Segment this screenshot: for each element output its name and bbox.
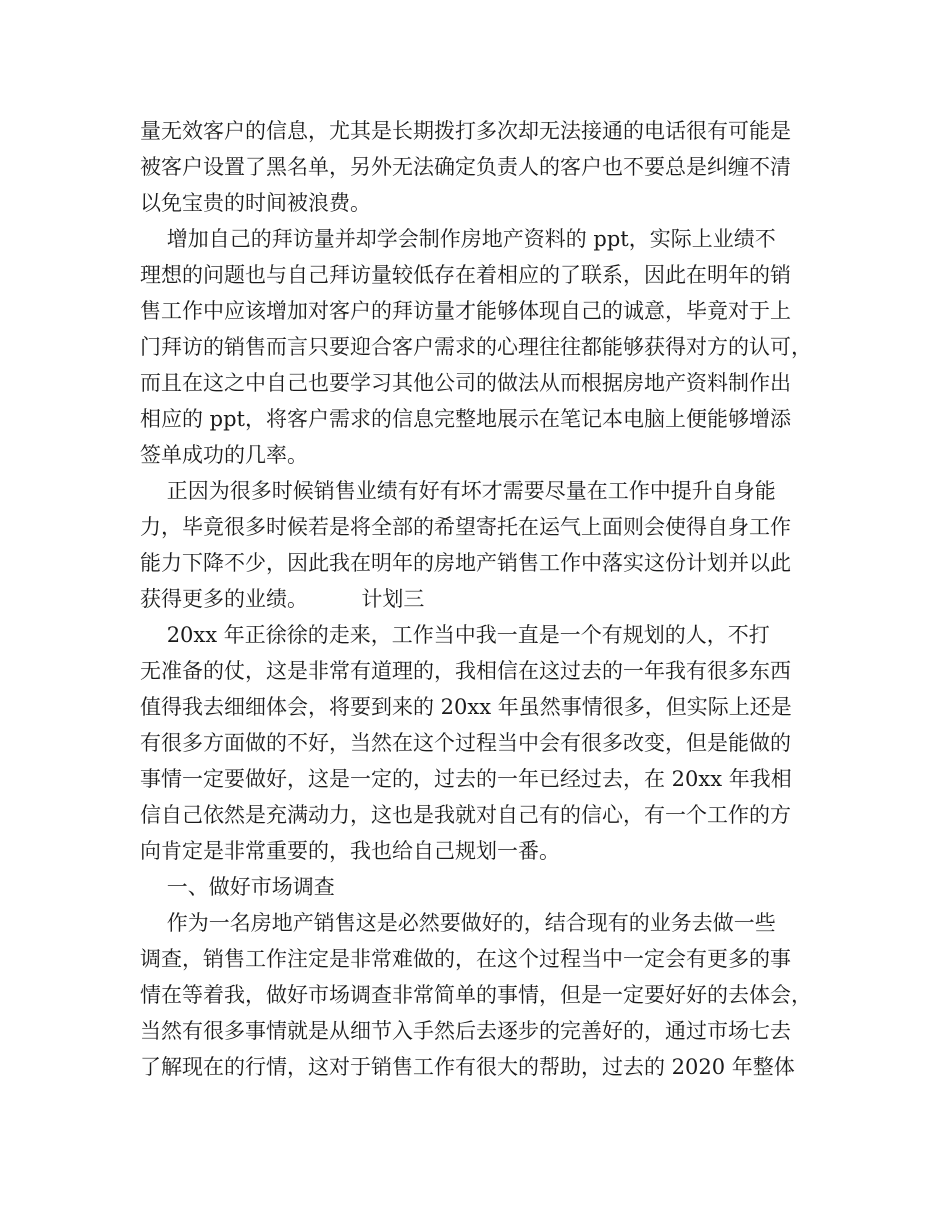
text-line: 当然有很多事情就是从细节入手然后去逐步的完善好的，通过市场七去: [140, 1019, 791, 1043]
text-line: 理想的问题也与自己拜访量较低存在着相应的了联系，因此在明年的销: [140, 263, 791, 287]
text-line: 售工作中应该增加对客户的拜访量才能够体现自己的诚意，毕竟对于上: [140, 299, 791, 323]
text-line: 信自己依然是充满动力，这也是我就对自己有的信心，有一个工作的方: [140, 803, 791, 827]
text-line: 向肯定是非常重要的，我也给自己规划一番。: [140, 839, 560, 863]
text-line: 增加自己的拜访量并却学会制作房地产资料的 ppt，实际上业绩不: [140, 227, 776, 251]
text-line: 而且在这之中自己也要学习其他公司的做法从而根据房地产资料制作出: [140, 371, 791, 395]
text-line: 获得更多的业绩。 计划三: [140, 587, 425, 611]
text-line: 值得我去细细体会，将要到来的 20xx 年虽然事情很多，但实际上还是: [140, 695, 792, 719]
text-line: 力，毕竟很多时候若是将全部的希望寄托在运气上面则会使得自身工作: [140, 515, 791, 539]
text-line: 被客户设置了黑名单，另外无法确定负责人的客户也不要总是纠缠不清: [140, 155, 791, 179]
text-line: 能力下降不少，因此我在明年的房地产销售工作中落实这份计划并以此: [140, 551, 791, 575]
text-line: 调查，销售工作注定是非常难做的，在这个过程当中一定会有更多的事: [140, 947, 791, 971]
text-line: 无准备的仗，这是非常有道理的，我相信在这过去的一年我有很多东西: [140, 659, 791, 683]
section-heading: 一、做好市场调查: [140, 875, 335, 899]
text-line: 情在等着我，做好市场调查非常简单的事情，但是一定要好好的去体会，: [140, 983, 812, 1007]
text-line: 事情一定要做好，这是一定的，过去的一年已经过去，在 20xx 年我相: [140, 767, 792, 791]
text-line: 量无效客户的信息，尤其是长期拨打多次却无法接通的电话很有可能是: [140, 119, 791, 143]
text-line: 以免宝贵的时间被浪费。: [140, 191, 371, 215]
text-line: 签单成功的几率。: [140, 443, 308, 467]
text-line: 作为一名房地产销售这是必然要做好的，结合现有的业务去做一些: [140, 911, 776, 935]
text-line: 正因为很多时候销售业绩有好有坏才需要尽量在工作中提升自身能: [140, 479, 776, 503]
text-line: 门拜访的销售而言只要迎合客户需求的心理往往都能够获得对方的认可，: [140, 335, 812, 359]
body-text: [140, 113, 830, 1085]
text-line: 20xx 年正徐徐的走来，工作当中我一直是一个有规划的人，不打: [140, 623, 770, 647]
text-line: 有很多方面做的不好，当然在这个过程当中会有很多改变，但是能做的: [140, 731, 791, 755]
text-line: 了解现在的行情，这对于销售工作有很大的帮助，过去的 2020 年整体: [140, 1055, 795, 1079]
text-line: 相应的 ppt，将客户需求的信息完整地展示在笔记本电脑上便能够增添: [140, 407, 791, 431]
